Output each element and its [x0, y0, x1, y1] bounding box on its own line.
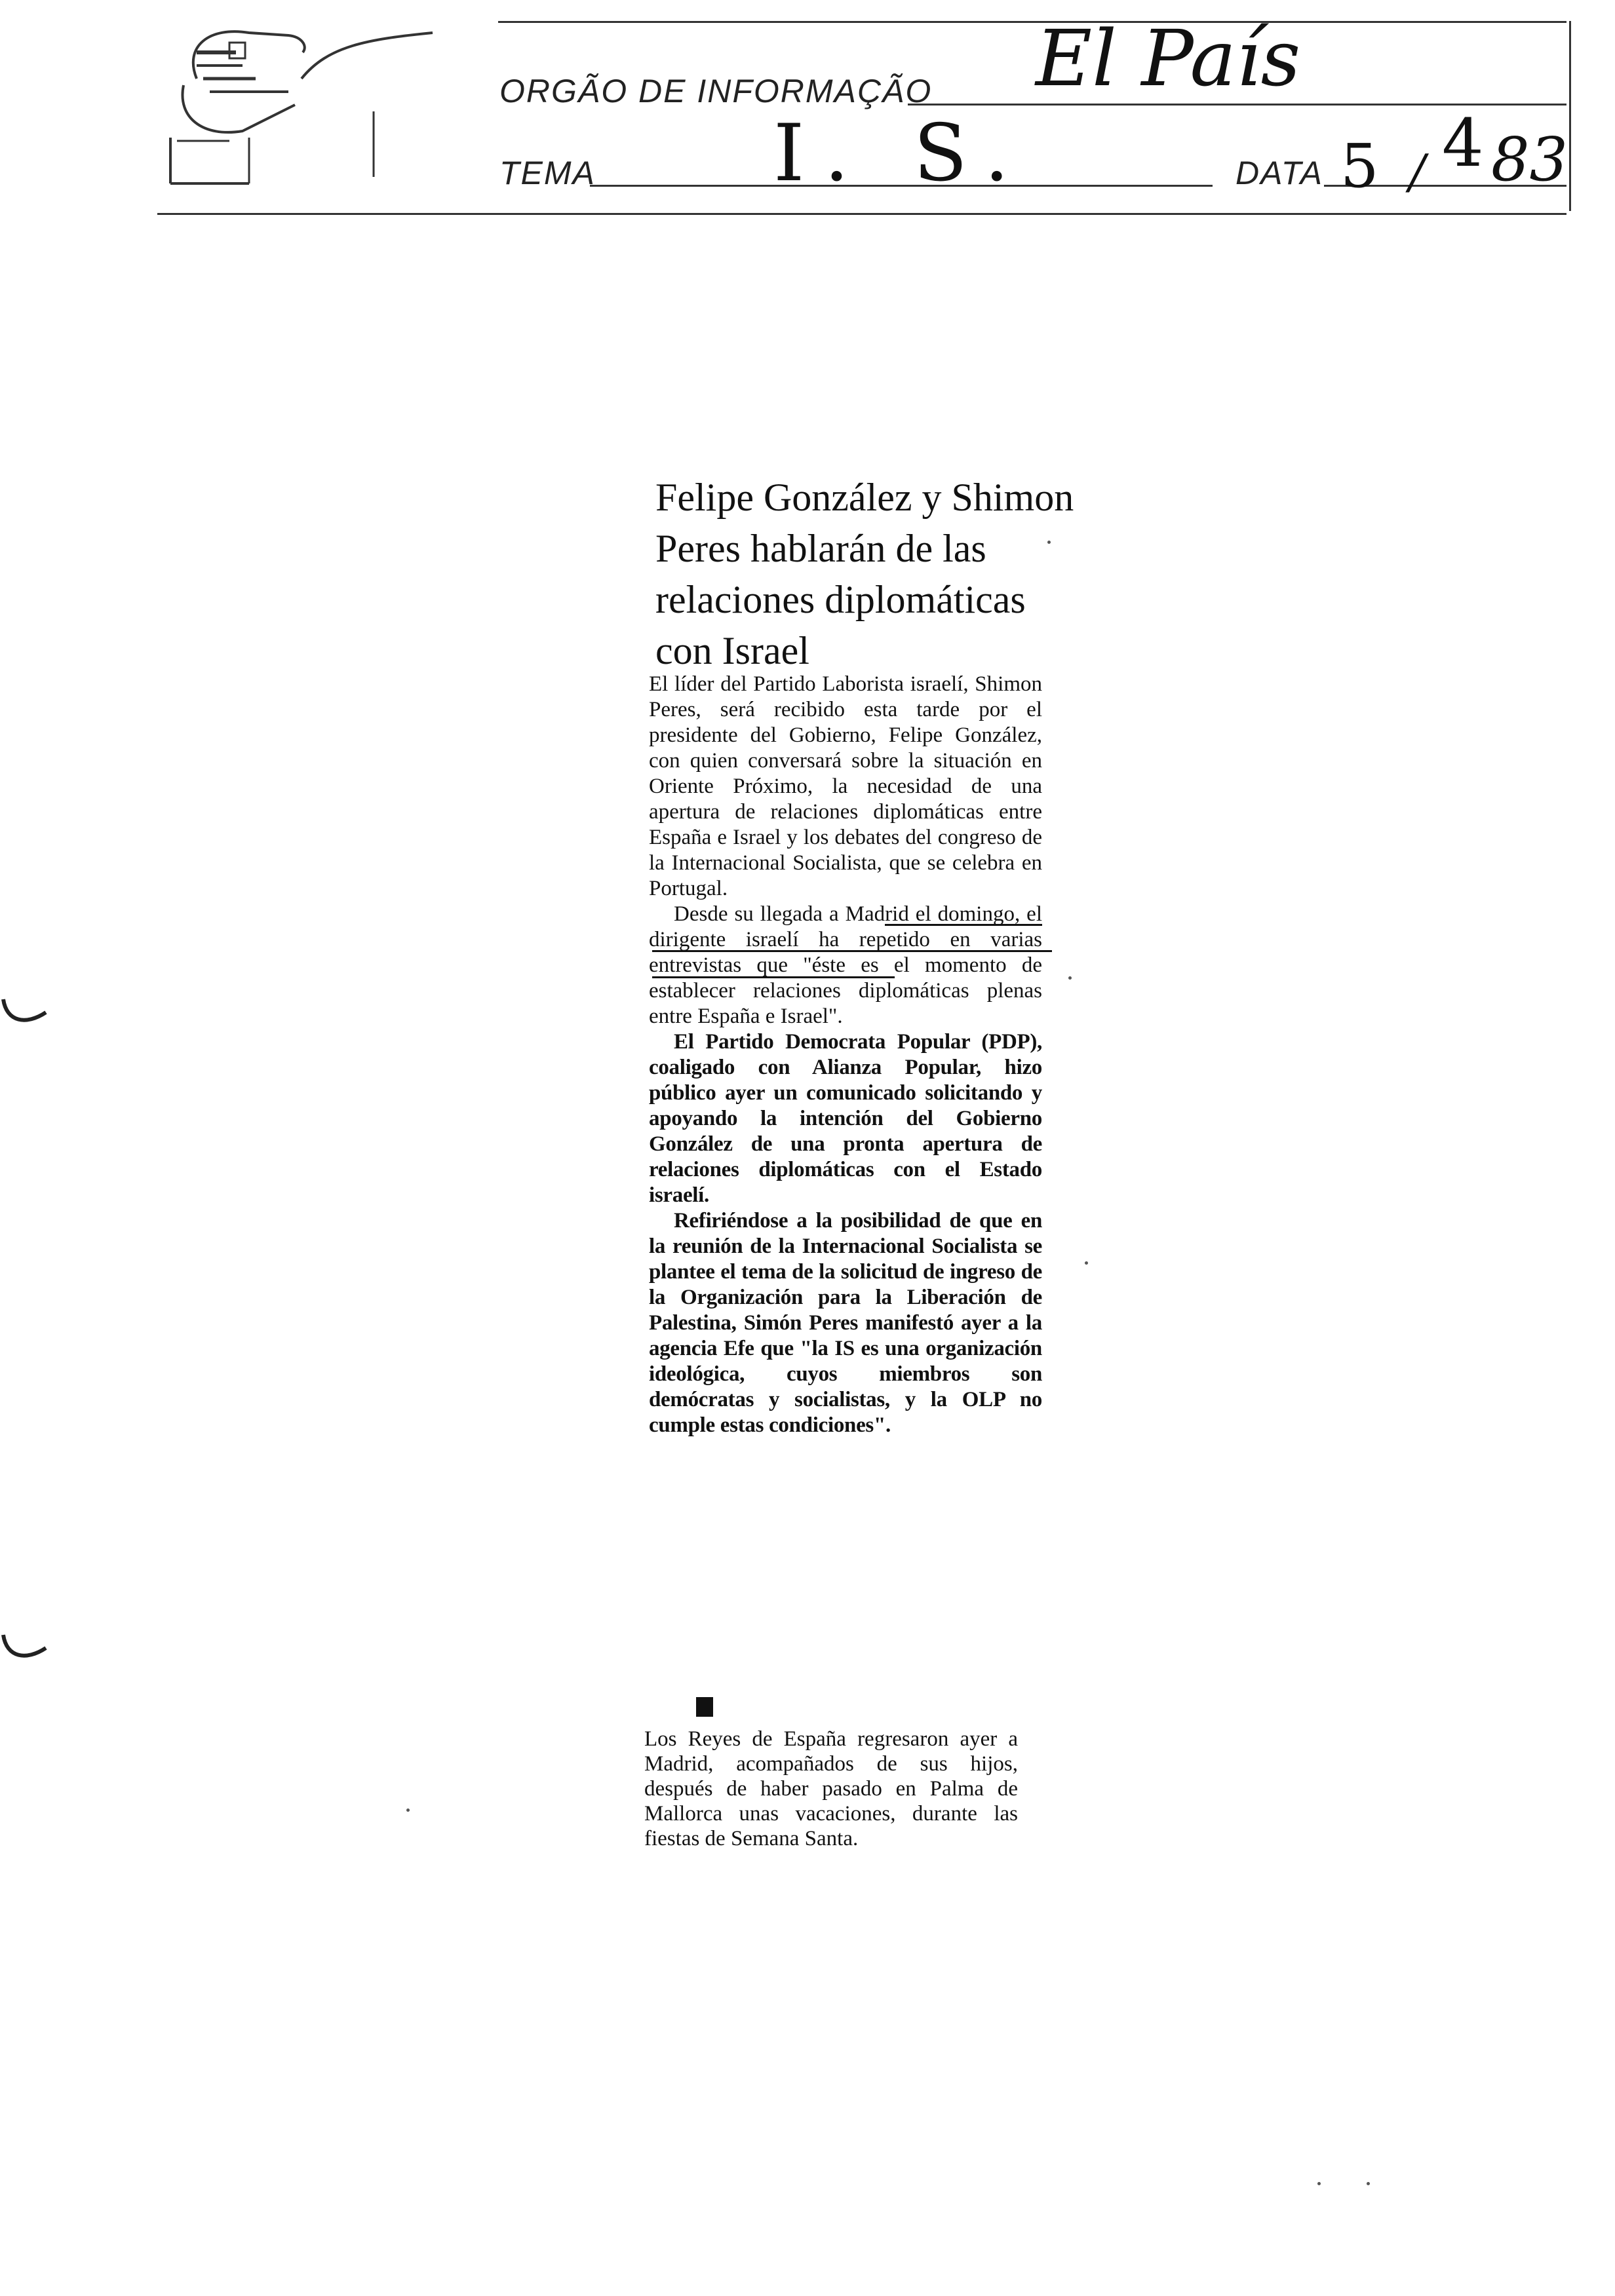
- date-year: 83: [1491, 124, 1568, 195]
- brief-item: [644, 1727, 1018, 1851]
- scan-speck: [1085, 1261, 1088, 1265]
- data-label: DATA: [1236, 155, 1323, 191]
- handwritten-underline: [652, 950, 1052, 952]
- margin-mark: [0, 1632, 52, 1671]
- article-paragraph: Refiriéndose a la posibilidad de que en la reunión de la Internacional Socialista se plantee el tema de la solicitud de ingreso de la Organización para la Liberación de Palestina, Simón Peres manifestó ayer a la agencia Efe que "la IS es una organización ideológica, cuyos miembros son demócratas y socialistas, y la OLP no cumple estas condiciones".: [649, 1209, 1042, 1437]
- article-paragraph: El Partido Democrata Popular (PDP), coaligado con Alianza Popular, hizo público ayer un comunicado solicitando y apoyando la intención del Gobierno González de una pronta apertura de relaciones diplomáticas con el Estado israelí.: [649, 1030, 1042, 1207]
- scan-speck: [1068, 976, 1072, 980]
- header-bottom-rule: [157, 213, 1566, 215]
- date-separator: /: [1409, 144, 1426, 199]
- tema-label: TEMA: [499, 155, 596, 191]
- handwritten-underline: [652, 976, 895, 978]
- tema-value: I. S.: [773, 108, 1029, 199]
- date-day: 5: [1340, 131, 1379, 201]
- scan-speck: [1047, 541, 1051, 544]
- header-top-rule: [498, 21, 1566, 23]
- org-value: El País: [1036, 13, 1301, 104]
- brief-marker-icon: [696, 1697, 713, 1717]
- org-label: ORGÃO DE INFORMAÇÃO: [499, 73, 933, 109]
- archive-logo: [157, 7, 446, 197]
- article-body: [649, 672, 1042, 1438]
- brief-text: Los Reyes de España regresaron ayer a Madrid, acompañados de sus hijos, después de haber pasado en Palma de Mallorca unas vacaciones, durante las fiestas de Semana Santa.: [644, 1727, 1018, 1850]
- article-paragraph: Desde su llegada a Madrid el domingo, el dirigente israelí ha repetido en varias entrevistas que "éste es el momento de establecer relaciones diplomáticas plenas entre España e Israel".: [649, 902, 1042, 1028]
- scan-speck: [406, 1808, 410, 1812]
- article-paragraph: El líder del Partido Laborista israelí, Shimon Peres, será recibido esta tarde por el presidente del Gobierno, Felipe González, con quien conversará sobre la situación en Oriente Próximo, la necesidad de una apertura de relaciones diplomáticas entre España e Israel y los debates del congreso de la Internacional Socialista, que se celebra en Portugal.: [649, 672, 1042, 900]
- article-headline: Felipe González y Shimon Peres hablarán de las relaciones diplomáticas con Israel: [655, 476, 1074, 672]
- handwritten-underline: [885, 924, 1042, 926]
- date-month: 4: [1442, 105, 1484, 182]
- scan-speck: [1317, 2182, 1321, 2185]
- margin-mark: [0, 996, 52, 1035]
- scan-speck: [1367, 2182, 1370, 2185]
